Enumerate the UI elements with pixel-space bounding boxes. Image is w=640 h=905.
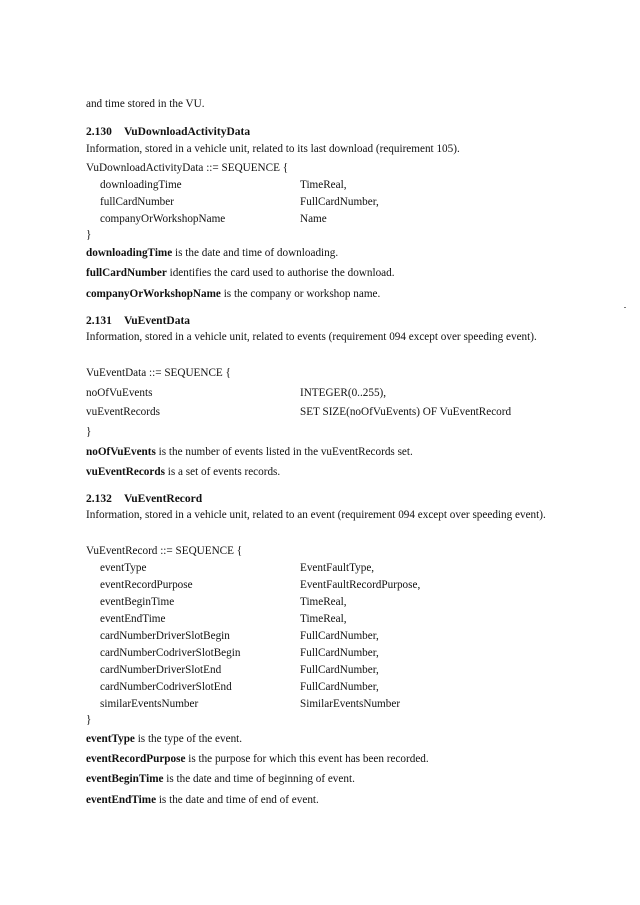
field-name: vuEventRecords — [86, 406, 160, 418]
definition-term: noOfVuEvents — [86, 446, 156, 458]
sequence-close: } — [86, 426, 92, 438]
field-type: FullCardNumber, — [300, 647, 379, 659]
field-name: fullCardNumber — [100, 196, 174, 208]
section-title: VuEventData — [124, 315, 191, 327]
definition-term: downloadingTime — [86, 247, 173, 259]
definition — [86, 752, 429, 767]
definition-text: is the purpose for which this event has been recorded. — [185, 753, 429, 765]
definition-term: eventBeginTime — [86, 773, 164, 785]
definition-text: is the date and time of end of event. — [156, 794, 319, 806]
section-number: 2.131 — [86, 315, 112, 327]
definition-text: is the date and time of downloading. — [172, 247, 339, 259]
field-type: TimeReal, — [300, 613, 347, 625]
definition — [86, 445, 413, 460]
field-name: eventType — [100, 562, 147, 574]
field-type: SimilarEventsNumber — [300, 698, 401, 710]
section-heading-2-132 — [86, 492, 202, 507]
definition-term: eventType — [86, 733, 135, 745]
field-type: TimeReal, — [300, 596, 347, 608]
definition — [86, 287, 380, 302]
field-name: cardNumberDriverSlotEnd — [100, 664, 222, 676]
field-type: Name — [300, 213, 327, 225]
definition-term: eventRecordPurpose — [86, 753, 186, 765]
section-title: VuDownloadActivityData — [124, 126, 251, 138]
field-type: FullCardNumber, — [300, 664, 379, 676]
field-name: cardNumberDriverSlotBegin — [100, 630, 230, 642]
definition-text: identifies the card used to authorise the download. — [166, 267, 395, 279]
field-type: TimeReal, — [300, 179, 347, 191]
sequence-close: } — [86, 714, 92, 726]
field-name: eventBeginTime — [100, 596, 175, 608]
field-name: companyOrWorkshopName — [100, 213, 226, 225]
section-number: 2.132 — [86, 493, 112, 505]
definition-text: is the company or workshop name. — [220, 288, 381, 300]
field-name: eventEndTime — [100, 613, 166, 625]
field-name: noOfVuEvents — [86, 387, 153, 399]
field-type: INTEGER(0..255), — [300, 387, 387, 399]
definition — [86, 246, 338, 261]
definition-term: fullCardNumber — [86, 267, 167, 279]
sequence-open: VuEventRecord ::= SEQUENCE { — [86, 545, 243, 557]
definition — [86, 793, 319, 808]
section-heading-2-131 — [86, 314, 190, 329]
field-name: eventRecordPurpose — [100, 579, 193, 591]
section-intro: Information, stored in a vehicle unit, related to its last download (requirement 105). — [86, 143, 460, 155]
scan-speck — [624, 307, 626, 308]
definition-term: eventEndTime — [86, 794, 157, 806]
section-heading-2-130 — [86, 125, 250, 140]
field-type: FullCardNumber, — [300, 630, 379, 642]
definition-text: is the number of events listed in the vuEventRecords set. — [155, 446, 413, 458]
definition-term: companyOrWorkshopName — [86, 288, 221, 300]
sequence-close: } — [86, 229, 92, 241]
field-type: EventFaultType, — [300, 562, 375, 574]
field-name: cardNumberCodriverSlotEnd — [100, 681, 232, 693]
section-number: 2.130 — [86, 126, 112, 138]
definition-text: is the type of the event. — [134, 733, 243, 745]
definition — [86, 772, 355, 787]
field-type: EventFaultRecordPurpose, — [300, 579, 421, 591]
field-type: FullCardNumber, — [300, 196, 379, 208]
definition — [86, 465, 280, 480]
field-name: cardNumberCodriverSlotBegin — [100, 647, 241, 659]
continuation-line: and time stored in the VU. — [86, 98, 205, 110]
field-name: similarEventsNumber — [100, 698, 199, 710]
definition-text: is a set of events records. — [164, 466, 281, 478]
definition-term: vuEventRecords — [86, 466, 165, 478]
definition-text: is the date and time of beginning of event. — [163, 773, 355, 785]
sequence-open: VuEventData ::= SEQUENCE { — [86, 367, 231, 379]
section-intro: Information, stored in a vehicle unit, related to events (requirement 094 except over speeding event). — [86, 331, 537, 343]
field-type: FullCardNumber, — [300, 681, 379, 693]
field-name: downloadingTime — [100, 179, 182, 191]
definition — [86, 266, 395, 281]
field-type: SET SIZE(noOfVuEvents) OF VuEventRecord — [300, 406, 512, 418]
sequence-open: VuDownloadActivityData ::= SEQUENCE { — [86, 162, 289, 174]
section-title: VuEventRecord — [124, 493, 203, 505]
definition — [86, 732, 242, 747]
section-intro: Information, stored in a vehicle unit, related to an event (requirement 094 except over speeding event). — [86, 509, 546, 521]
